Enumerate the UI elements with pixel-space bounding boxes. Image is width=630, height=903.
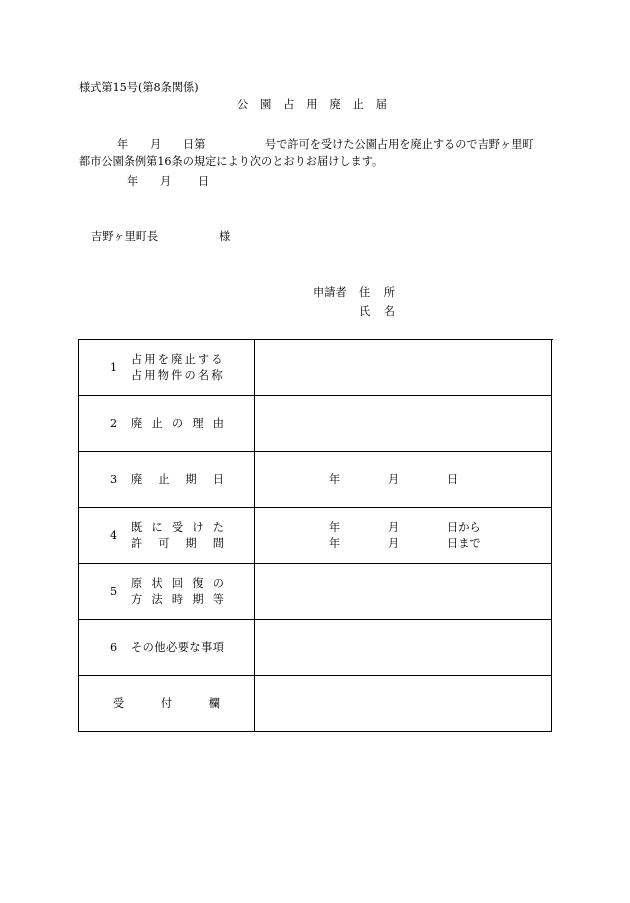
row-label xyxy=(131,564,224,620)
intro-text-line-1: 号で許可を受けた公園占用を廃止するので吉野ヶ里町 xyxy=(265,138,534,151)
row-label-line: その他必要な事項 xyxy=(131,641,224,654)
row-label xyxy=(131,452,224,508)
row-4-entry-cell xyxy=(255,508,552,564)
day-from-unit: 日から xyxy=(447,520,481,534)
row-label-line: 廃 止 期 日 xyxy=(131,473,224,486)
intro-year-unit: 年 xyxy=(117,138,129,151)
row-label-line: 原 状 回 復 の xyxy=(131,577,224,590)
form-title: 公 園 占 用 廃 止 届 xyxy=(237,98,387,111)
row-3-entry-cell xyxy=(255,452,552,508)
submission-year-unit: 年 xyxy=(127,175,139,188)
intro-day-number-unit: 日第 xyxy=(183,138,206,151)
applicant-label: 申請者 xyxy=(313,286,347,299)
intro-text-line-2: 都市公園条例第16条の規定により次のとおりお届けします。 xyxy=(79,155,384,168)
row-6-item-cell xyxy=(79,620,255,676)
row-number: 4 xyxy=(110,529,118,542)
year-unit: 年 xyxy=(329,536,341,550)
addressee-honorific: 様 xyxy=(219,230,231,243)
month-unit: 月 xyxy=(388,520,400,534)
row-number: 3 xyxy=(110,473,118,486)
row-3-item-cell xyxy=(79,452,255,508)
row-label xyxy=(113,676,220,732)
year-unit: 年 xyxy=(329,472,341,486)
submission-day-unit: 日 xyxy=(198,175,210,188)
row-2-item-cell xyxy=(79,396,255,452)
row-number: 2 xyxy=(110,417,118,430)
period-end-line xyxy=(255,536,551,552)
row-label xyxy=(131,620,224,676)
row-label-line: 許 可 期 間 xyxy=(131,537,224,550)
year-unit: 年 xyxy=(329,520,341,534)
applicant-address-label: 住 所 xyxy=(359,286,395,299)
row-label-line: 方 法 時 期 等 xyxy=(131,593,224,606)
row-label xyxy=(131,340,224,396)
row-label xyxy=(131,396,224,452)
row-number: 6 xyxy=(110,641,118,654)
applicant-name-label: 氏 名 xyxy=(359,305,395,318)
reception-label: 受 付 欄 xyxy=(113,697,220,710)
period-start-line xyxy=(255,520,551,536)
date-line xyxy=(255,472,551,488)
row-label-line: 既 に 受 け た xyxy=(131,521,224,534)
row-label xyxy=(131,508,224,564)
day-unit: 日 xyxy=(447,472,459,486)
row-number: 5 xyxy=(110,585,118,598)
month-unit: 月 xyxy=(388,472,400,486)
row-5-entry-cell xyxy=(255,564,552,620)
date-entry xyxy=(255,452,551,507)
period-entry xyxy=(255,508,551,563)
row-label-line: 占用物件の名称 xyxy=(131,369,224,382)
submission-month-unit: 月 xyxy=(160,175,172,188)
row-1-entry-cell xyxy=(255,340,552,396)
form-number: 様式第15号(第8条関係) xyxy=(79,81,199,94)
row-5-item-cell xyxy=(79,564,255,620)
row-6-entry-cell xyxy=(255,620,552,676)
intro-month-unit: 月 xyxy=(150,138,162,151)
row-1-item-cell xyxy=(79,340,255,396)
reception-item-cell xyxy=(79,676,255,732)
row-4-item-cell xyxy=(79,508,255,564)
addressee-name: 吉野ヶ里町長 xyxy=(91,230,159,243)
row-label-line: 廃 止 の 理 由 xyxy=(131,417,224,430)
row-number: 1 xyxy=(110,361,118,374)
row-label-line: 占用を廃止する xyxy=(131,353,224,366)
row-2-entry-cell xyxy=(255,396,552,452)
day-until-unit: 日まで xyxy=(447,536,481,550)
form-table xyxy=(78,339,553,732)
reception-entry-cell xyxy=(255,676,552,732)
month-unit: 月 xyxy=(388,536,400,550)
